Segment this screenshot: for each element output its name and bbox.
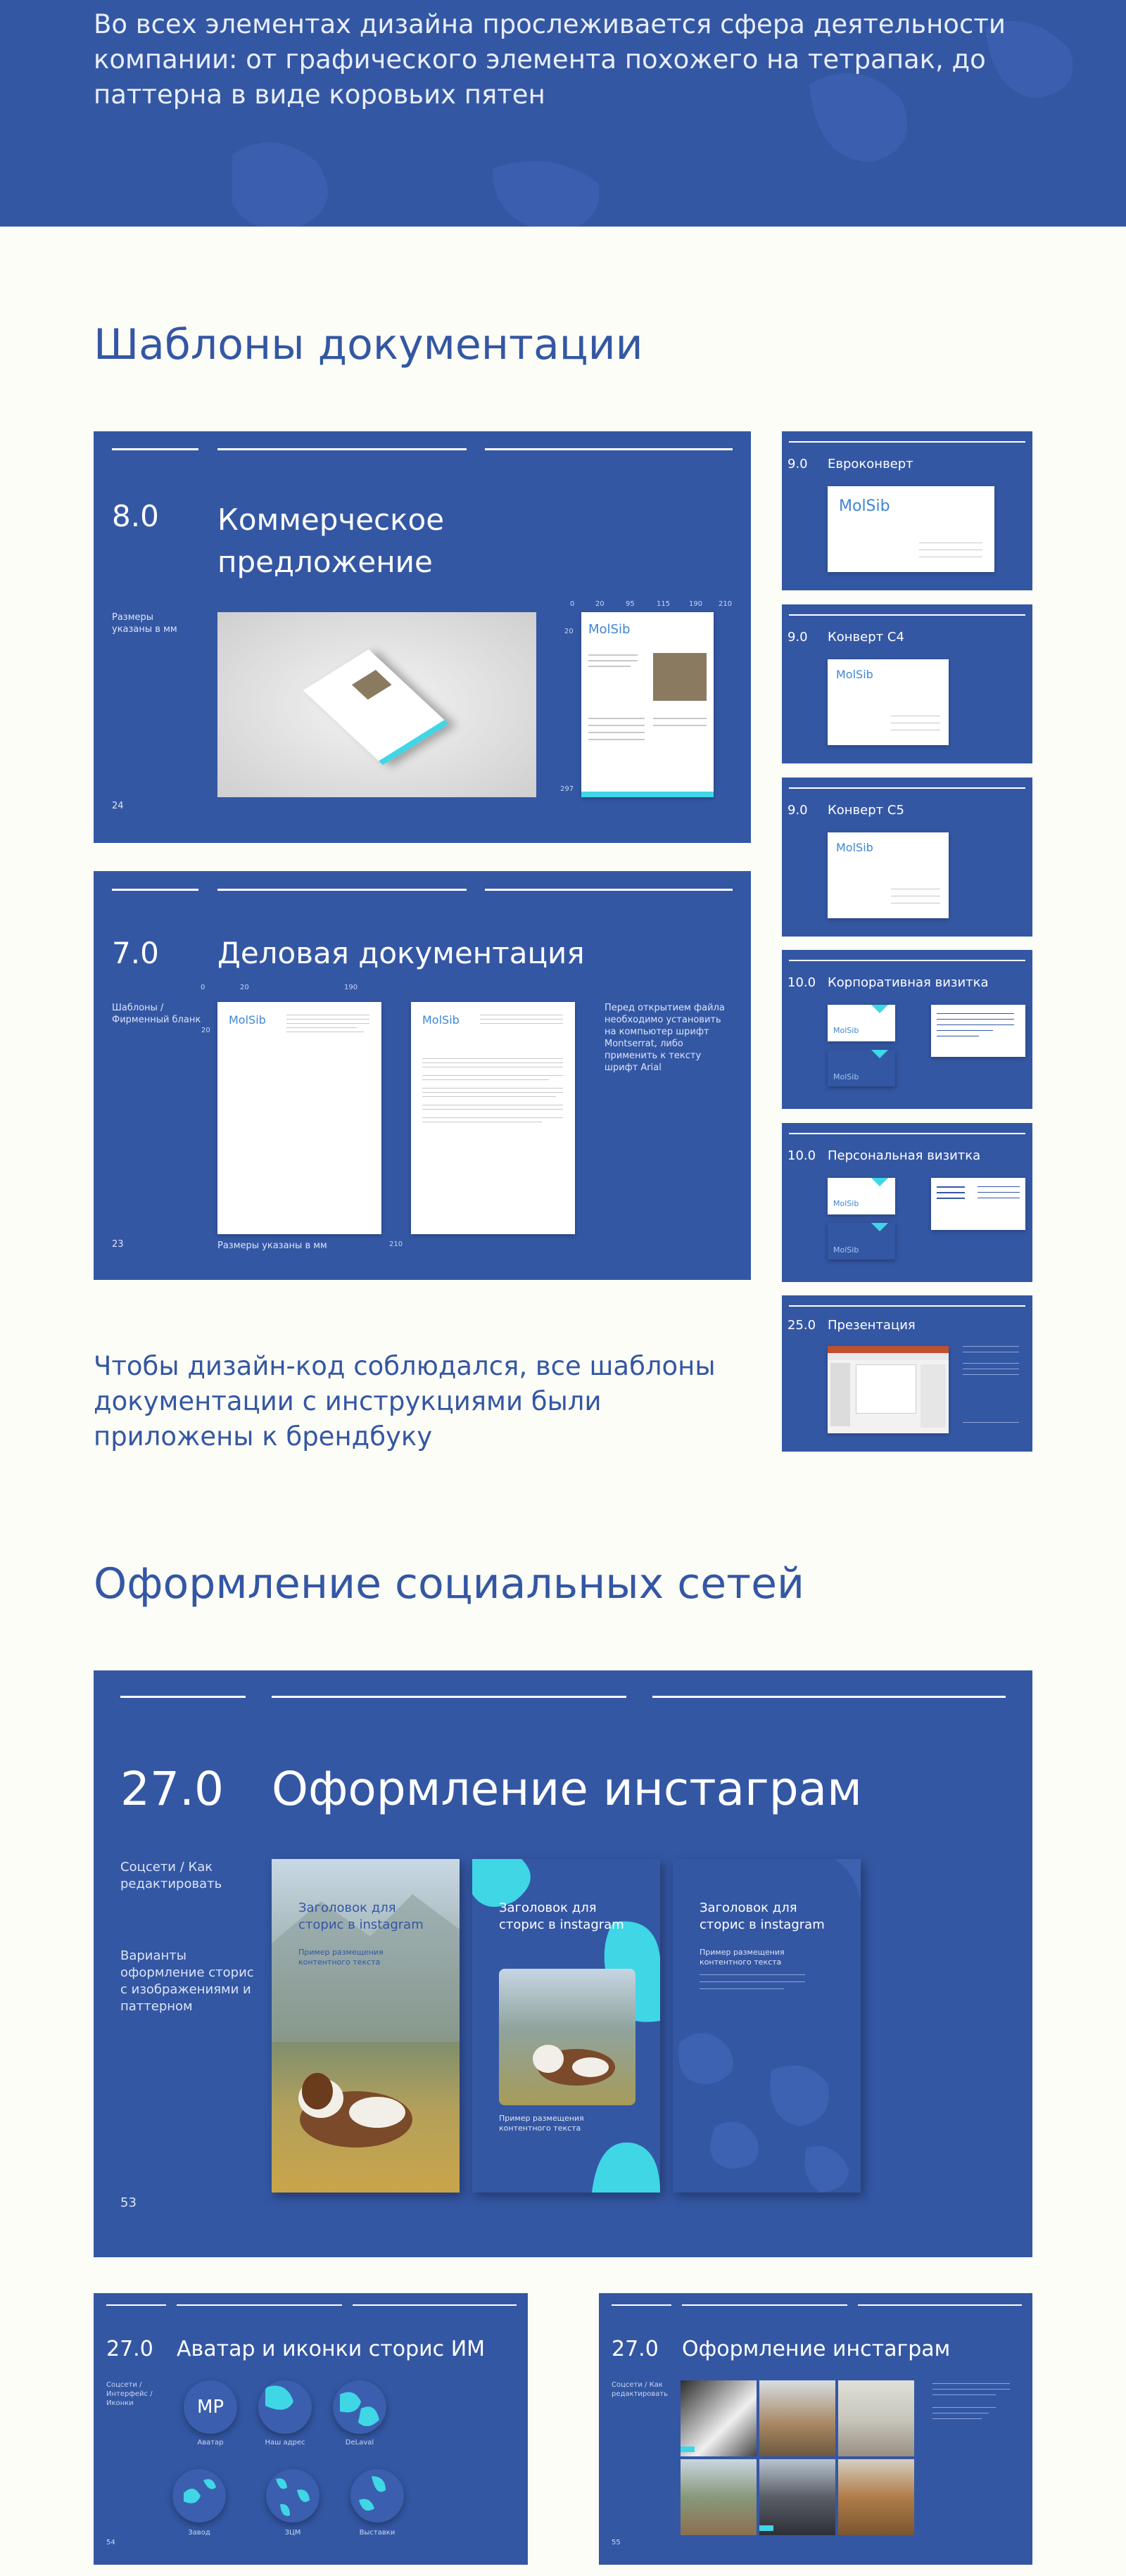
offer-page: [581, 612, 714, 797]
envelope: [828, 486, 994, 572]
card-euroenvelope: [782, 431, 1032, 590]
card-title: Персональная визитка: [828, 1148, 981, 1163]
hero-text: Во всех элементах дизайна прослеживается сфера деятельности компании: от графического элемента похожего на тетрапак, до паттерна в виде коровьих пятен: [94, 9, 1006, 110]
molsib-logo: MolSib: [833, 1245, 859, 1255]
story-body: Пример размещения контентного текста: [700, 1948, 785, 1967]
page-number: 24: [112, 801, 124, 811]
molsib-logo: MolSib: [833, 1026, 859, 1035]
card-title: Корпоративная визитка: [828, 975, 989, 990]
card-title: Евроконверт: [828, 457, 913, 471]
dim-label: 190: [689, 600, 703, 608]
divider: [652, 1696, 1006, 1698]
font-note: Перед открытием файла необходимо установить на компьютер шрифт Montserrat, либо применить к тексту шрифт Arial: [605, 1003, 725, 1073]
dim-label: 20: [240, 984, 249, 991]
grid-photo: [838, 2459, 914, 2535]
business-card-front: [828, 1178, 895, 1214]
icon-label: DeLaval: [345, 2439, 374, 2447]
letterhead-blank: [217, 1002, 381, 1234]
icon-label: ЗЦМ: [284, 2529, 301, 2537]
card-envelope-c4: [782, 604, 1032, 763]
our-address-icon: [258, 2380, 312, 2434]
card-title: Презентация: [828, 1318, 916, 1333]
section-number: 27.0: [612, 2337, 659, 2361]
section-title: Оформление инстаграм: [272, 1762, 862, 1816]
card-corporate-business-card: [782, 950, 1032, 1109]
dim-label: 115: [657, 600, 671, 608]
social-heading: Оформление социальных сетей: [94, 1559, 805, 1609]
dim-label: 190: [344, 984, 358, 991]
exhibitions-icon: [350, 2469, 404, 2523]
dim-label: 0: [570, 600, 575, 608]
divider: [112, 448, 198, 450]
card-number: 9.0: [787, 803, 808, 818]
story-title: Заголовок для сторис в instagram: [499, 1901, 624, 1932]
page-number: 53: [120, 2195, 137, 2210]
commercial-offer-panel: [94, 431, 751, 843]
dim-label: 95: [626, 600, 635, 608]
story-pattern-photo: [472, 1859, 660, 2193]
divider: [272, 1696, 626, 1698]
section-number: 8.0: [112, 499, 159, 533]
story-inner-photo: [499, 1969, 635, 2105]
business-card-details: [931, 1178, 1025, 1230]
card-number: 25.0: [787, 1318, 816, 1333]
hero-banner: [0, 0, 1126, 227]
card-envelope-c5: [782, 778, 1032, 937]
templates-heading: Шаблоны документации: [94, 320, 643, 369]
business-card-front: [828, 1005, 895, 1041]
page-number: 23: [112, 1239, 124, 1250]
divider: [112, 889, 198, 891]
dim-label: 20: [564, 628, 574, 635]
envelope: [828, 832, 949, 918]
section-title: Оформление инстаграм: [682, 2337, 951, 2361]
molsib-logo: MolSib: [833, 1072, 859, 1081]
card-title: Конверт С4: [828, 630, 904, 645]
divider: [485, 448, 733, 450]
dim-label: 297: [560, 785, 574, 793]
molsib-logo: MolSib: [839, 497, 890, 515]
story-photo-cow: [272, 1859, 460, 2193]
section-number: 27.0: [120, 1762, 224, 1816]
business-card-back: [828, 1223, 895, 1260]
icon-label: Аватар: [197, 2439, 224, 2447]
molsib-logo: MolSib: [588, 622, 631, 637]
side-caption: Варианты оформление сторис с изображениями и паттерном: [120, 1948, 254, 2014]
story-title: Заголовок для сторис в instagram: [298, 1901, 424, 1932]
card-number: 9.0: [787, 630, 808, 645]
story-title: Заголовок для сторис в instagram: [700, 1901, 825, 1932]
instagram-grid-panel: [599, 2293, 1032, 2565]
templates-quote: Чтобы дизайн-код соблюдался, все шаблоны документации с инструкциями были приложены к брендбуку: [94, 1351, 716, 1452]
story-body: Пример размещения контентного текста: [499, 2114, 584, 2133]
instagram-main-panel: [94, 1670, 1032, 2257]
card-number: 10.0: [787, 975, 816, 990]
page-number: 54: [106, 2539, 115, 2546]
icon-label: Завод: [188, 2529, 210, 2537]
icon-label: Наш адрес: [265, 2439, 305, 2447]
divider: [120, 1696, 246, 1698]
grid-photo: [681, 2380, 757, 2456]
side-caption: Шаблоны / Фирменный бланк: [112, 1003, 201, 1025]
card-presentation: [782, 1295, 1032, 1452]
side-caption: Соцсети / Как редактировать: [120, 1860, 222, 1891]
zcm-icon: [266, 2469, 320, 2523]
divider: [217, 889, 467, 891]
mockup-image: [217, 612, 536, 797]
card-personal-business-card: [782, 1123, 1032, 1282]
molsib-logo: MolSib: [422, 1013, 460, 1027]
grid-photo: [838, 2380, 914, 2456]
section-title: Аватар и иконки сторис ИМ: [177, 2337, 486, 2361]
bottom-note: Размеры указаны в мм: [217, 1241, 327, 1251]
dim-label: 210: [719, 600, 733, 608]
grid-photo: [759, 2459, 835, 2535]
grid-photo: [759, 2380, 835, 2456]
molsib-logo: MolSib: [833, 1199, 859, 1208]
divider: [485, 889, 733, 891]
section-title: Деловая документация: [217, 936, 585, 970]
dim-label: 20: [201, 1027, 210, 1034]
section-number: 27.0: [106, 2337, 153, 2361]
page-number: 55: [612, 2539, 621, 2546]
business-card-back: [828, 1050, 895, 1086]
molsib-logo: MolSib: [836, 841, 873, 854]
card-title: Конверт С5: [828, 803, 904, 818]
side-caption: Размеры указаны в мм: [112, 612, 177, 635]
card-number: 10.0: [787, 1148, 816, 1163]
card-number: 9.0: [787, 457, 808, 471]
business-docs-panel: [94, 871, 751, 1280]
dim-label: 0: [201, 984, 205, 991]
dim-label: 210: [389, 1241, 403, 1248]
story-pattern: [673, 1859, 861, 2193]
business-card-details: [931, 1005, 1025, 1057]
factory-icon: [172, 2469, 226, 2523]
story-body: Пример размещения контентного текста: [298, 1948, 384, 1967]
side-caption: Соцсети / Интерфейс / Иконки: [106, 2381, 153, 2407]
avatar-icons-panel: [94, 2293, 528, 2565]
presentation-screenshot: [828, 1346, 949, 1433]
icon-label: Выставки: [359, 2529, 396, 2537]
photo-grid: [681, 2380, 917, 2537]
dim-label: 20: [595, 600, 605, 608]
molsib-logo: MolSib: [229, 1013, 266, 1027]
section-title: Коммерческое предложение: [217, 502, 445, 579]
delaval-icon: [333, 2380, 386, 2434]
avatar-icon: MP: [184, 2380, 237, 2434]
envelope: [828, 659, 949, 745]
side-caption: Соцсети / Как редактировать: [612, 2381, 669, 2398]
section-number: 7.0: [112, 936, 159, 970]
divider: [217, 448, 467, 450]
grid-photo: [681, 2459, 757, 2535]
letterhead-filled: [411, 1002, 575, 1234]
molsib-logo: MolSib: [836, 668, 873, 681]
